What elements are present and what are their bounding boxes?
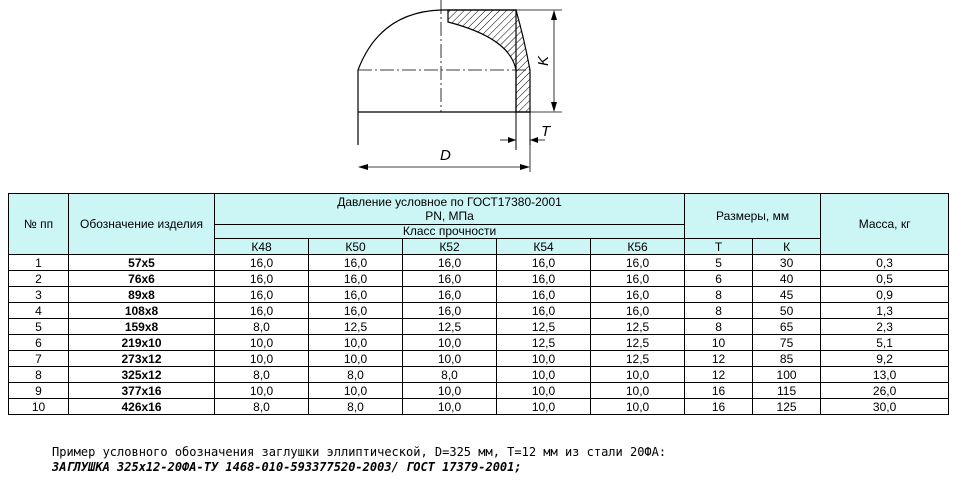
- dim-label-t: T: [541, 123, 551, 140]
- cell-num: 3: [9, 287, 69, 303]
- cell-k48: 16,0: [215, 287, 309, 303]
- cell-k54: 10,0: [497, 367, 591, 383]
- table-row: [9, 383, 949, 399]
- cell-k50: 10,0: [309, 383, 403, 399]
- cell-mass: 26,0: [821, 383, 949, 399]
- header-designation: Обозначение изделия: [69, 194, 215, 255]
- header-dim-t: Т: [685, 239, 753, 255]
- header-mass: Масса, кг: [821, 194, 949, 255]
- cell-designation: 377x16: [69, 383, 215, 399]
- cell-k48: 16,0: [215, 303, 309, 319]
- cell-k56: 12,5: [591, 319, 685, 335]
- cell-t: 12: [685, 351, 753, 367]
- cell-k52: 10,0: [403, 351, 497, 367]
- cell-k54: 16,0: [497, 255, 591, 271]
- cell-k50: 16,0: [309, 271, 403, 287]
- cell-designation: 325x12: [69, 367, 215, 383]
- cell-k50: 8,0: [309, 367, 403, 383]
- cell-k56: 12,5: [591, 351, 685, 367]
- cell-k56: 16,0: [591, 287, 685, 303]
- cell-designation: 273x12: [69, 351, 215, 367]
- cell-k56: 16,0: [591, 271, 685, 287]
- cell-k54: 10,0: [497, 399, 591, 415]
- cell-k56: 10,0: [591, 399, 685, 415]
- cell-k48: 8,0: [215, 399, 309, 415]
- cell-num: 8: [9, 367, 69, 383]
- cell-k: 45: [753, 287, 821, 303]
- designation-example-note: [52, 445, 666, 475]
- cell-k48: 8,0: [215, 319, 309, 335]
- cell-num: 7: [9, 351, 69, 367]
- cell-k52: 10,0: [403, 399, 497, 415]
- cell-t: 12: [685, 367, 753, 383]
- cell-k54: 12,5: [497, 319, 591, 335]
- cell-k54: 16,0: [497, 287, 591, 303]
- cell-k50: 12,5: [309, 319, 403, 335]
- cell-k52: 12,5: [403, 319, 497, 335]
- table-row: [9, 319, 949, 335]
- cell-k52: 10,0: [403, 383, 497, 399]
- cell-k56: 12,5: [591, 335, 685, 351]
- cell-k54: 16,0: [497, 271, 591, 287]
- cell-k: 30: [753, 255, 821, 271]
- header-dim-k: К: [753, 239, 821, 255]
- cell-t: 16: [685, 399, 753, 415]
- cell-k56: 16,0: [591, 255, 685, 271]
- cell-t: 8: [685, 303, 753, 319]
- cell-designation: 57x5: [69, 255, 215, 271]
- cell-k50: 8,0: [309, 399, 403, 415]
- dim-label-d: D: [440, 147, 451, 164]
- cell-k52: 10,0: [403, 335, 497, 351]
- header-class-k48: К48: [215, 239, 309, 255]
- cell-designation: 426x16: [69, 399, 215, 415]
- header-class-k50: К50: [309, 239, 403, 255]
- table-row: [9, 335, 949, 351]
- spec-table: [8, 193, 949, 415]
- cell-designation: 219x10: [69, 335, 215, 351]
- cell-k52: 8,0: [403, 367, 497, 383]
- cell-k54: 16,0: [497, 303, 591, 319]
- cell-mass: 2,3: [821, 319, 949, 335]
- cell-mass: 0,3: [821, 255, 949, 271]
- cell-k52: 16,0: [403, 255, 497, 271]
- cell-k48: 16,0: [215, 271, 309, 287]
- cell-mass: 30,0: [821, 399, 949, 415]
- note-line-2: ЗАГЛУШКА 325х12-20ФА-ТУ 1468-010-593377520-2003/ ГОСТ 17379-2001;: [52, 460, 522, 474]
- cell-k: 65: [753, 319, 821, 335]
- table-row: [9, 351, 949, 367]
- cell-k50: 16,0: [309, 287, 403, 303]
- cell-mass: 0,5: [821, 271, 949, 287]
- cap-drawing: [340, 0, 570, 185]
- cell-k48: 10,0: [215, 383, 309, 399]
- cell-k48: 10,0: [215, 351, 309, 367]
- cell-k52: 16,0: [403, 303, 497, 319]
- cell-mass: 1,3: [821, 303, 949, 319]
- header-class-k52: К52: [403, 239, 497, 255]
- table-row: [9, 255, 949, 271]
- cell-k: 40: [753, 271, 821, 287]
- cell-num: 5: [9, 319, 69, 335]
- header-pressure: Давление условное по ГОСТ17380-2001 PN, МПа: [215, 194, 685, 225]
- dim-label-k: K: [535, 55, 552, 66]
- cap-wall-section: [448, 10, 530, 112]
- cell-mass: 9,2: [821, 351, 949, 367]
- cell-num: 10: [9, 399, 69, 415]
- cell-k48: 10,0: [215, 335, 309, 351]
- cell-t: 10: [685, 335, 753, 351]
- note-line-1: Пример условного обозначения заглушки эллиптической, D=325 мм, Т=12 мм из стали 20ФА:: [52, 445, 667, 459]
- cell-designation: 76x6: [69, 271, 215, 287]
- cell-k56: 10,0: [591, 367, 685, 383]
- cell-k: 50: [753, 303, 821, 319]
- header-class-k56: К56: [591, 239, 685, 255]
- cell-t: 5: [685, 255, 753, 271]
- cell-mass: 13,0: [821, 367, 949, 383]
- header-strength-class: Класс прочности: [215, 225, 685, 239]
- cell-k: 125: [753, 399, 821, 415]
- cell-k: 75: [753, 335, 821, 351]
- cell-k54: 10,0: [497, 383, 591, 399]
- cell-k50: 10,0: [309, 335, 403, 351]
- cell-k56: 16,0: [591, 303, 685, 319]
- cell-num: 9: [9, 383, 69, 399]
- cell-k52: 16,0: [403, 287, 497, 303]
- cell-designation: 108x8: [69, 303, 215, 319]
- table-row: [9, 271, 949, 287]
- cell-t: 6: [685, 271, 753, 287]
- cell-k50: 16,0: [309, 255, 403, 271]
- table-row: [9, 287, 949, 303]
- header-num: № пп: [9, 194, 69, 255]
- cell-num: 1: [9, 255, 69, 271]
- cell-mass: 5,1: [821, 335, 949, 351]
- header-class-k54: К54: [497, 239, 591, 255]
- header-dimensions: Размеры, мм: [685, 194, 821, 239]
- cell-num: 6: [9, 335, 69, 351]
- cell-k48: 16,0: [215, 255, 309, 271]
- cell-k56: 10,0: [591, 383, 685, 399]
- cell-num: 2: [9, 271, 69, 287]
- cell-t: 8: [685, 319, 753, 335]
- cell-k54: 10,0: [497, 351, 591, 367]
- cell-k52: 16,0: [403, 271, 497, 287]
- cell-designation: 89x8: [69, 287, 215, 303]
- cell-num: 4: [9, 303, 69, 319]
- cell-mass: 0,9: [821, 287, 949, 303]
- cell-k48: 8,0: [215, 367, 309, 383]
- cell-k: 85: [753, 351, 821, 367]
- table-row: [9, 303, 949, 319]
- table-row: [9, 399, 949, 415]
- cell-designation: 159x8: [69, 319, 215, 335]
- table-row: [9, 367, 949, 383]
- cell-t: 16: [685, 383, 753, 399]
- cell-k: 100: [753, 367, 821, 383]
- cell-k54: 12,5: [497, 335, 591, 351]
- cell-k50: 10,0: [309, 351, 403, 367]
- cell-t: 8: [685, 287, 753, 303]
- cell-k: 115: [753, 383, 821, 399]
- cell-k50: 16,0: [309, 303, 403, 319]
